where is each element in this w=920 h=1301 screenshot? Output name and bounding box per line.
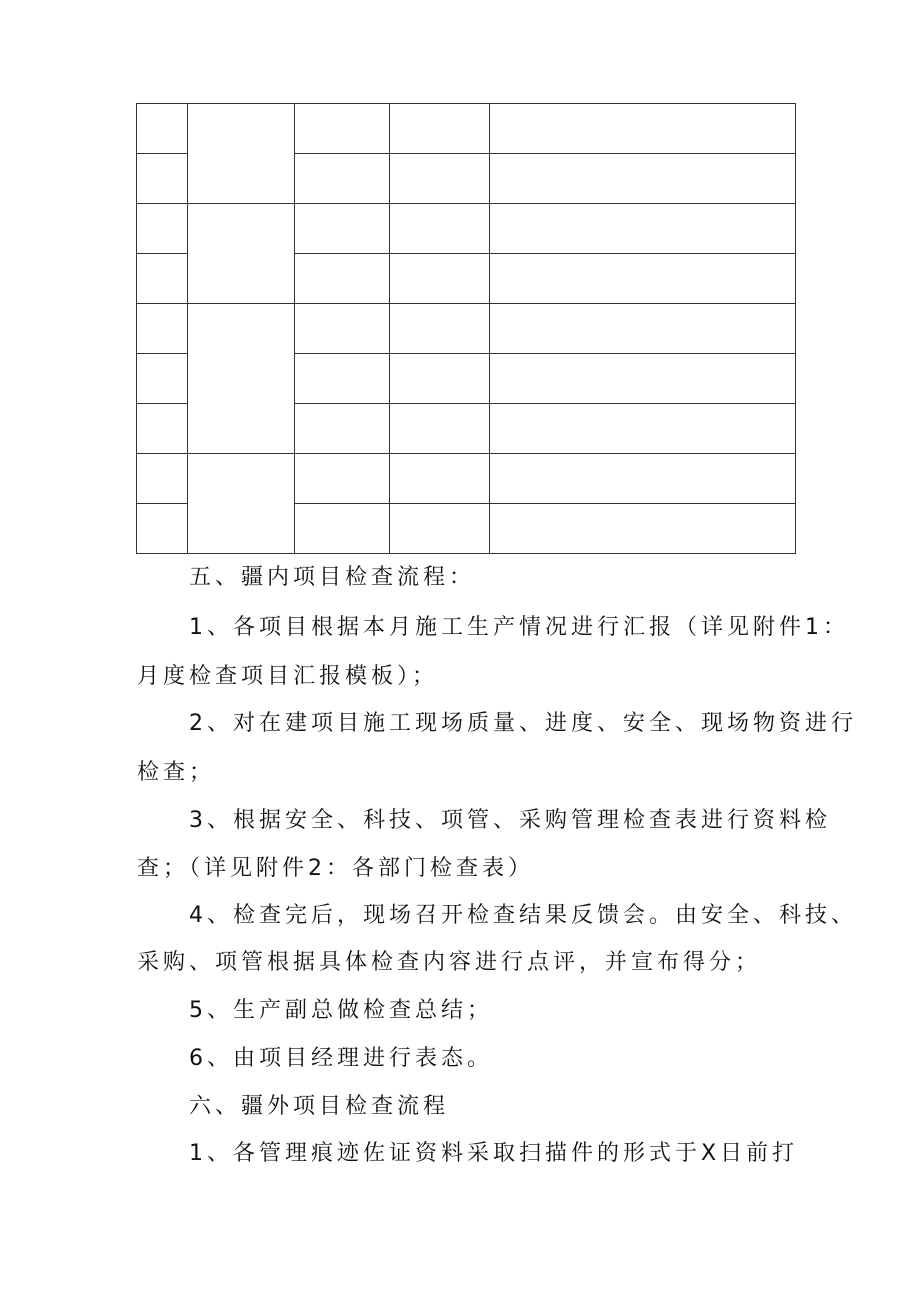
table-cell-merged bbox=[188, 454, 295, 554]
table-cell bbox=[137, 454, 188, 504]
table-cell bbox=[490, 254, 796, 304]
table-cell bbox=[137, 354, 188, 404]
table-cell bbox=[137, 504, 188, 554]
table-cell bbox=[490, 204, 796, 254]
section-5-item-3-line-2: 查；（详见附件2：各部门检查表） bbox=[137, 856, 534, 881]
section-6-heading: 六、疆外项目检查流程 bbox=[189, 1094, 450, 1119]
table-cell bbox=[390, 204, 490, 254]
table-cell bbox=[390, 354, 490, 404]
table-cell bbox=[490, 154, 796, 204]
table-row bbox=[137, 454, 796, 504]
table-cell bbox=[137, 254, 188, 304]
table-cell bbox=[295, 204, 390, 254]
table-row bbox=[137, 304, 796, 354]
table-cell bbox=[295, 154, 390, 204]
section-5-item-5: 5、生产副总做检查总结； bbox=[189, 998, 493, 1023]
table-cell bbox=[295, 404, 390, 454]
table-cell bbox=[137, 404, 188, 454]
table-cell bbox=[137, 104, 188, 154]
table-cell-merged bbox=[188, 104, 295, 204]
section-5-item-3-line-1: 3、根据安全、科技、项管、采购管理检查表进行资料检 bbox=[189, 808, 831, 833]
section-5-item-1-line-1: 1、各项目根据本月施工生产情况进行汇报（详见附件1： bbox=[189, 615, 849, 640]
table-cell-merged bbox=[188, 204, 295, 304]
table-row bbox=[137, 104, 796, 154]
table-cell bbox=[390, 104, 490, 154]
table-cell bbox=[390, 304, 490, 354]
table-row bbox=[137, 204, 796, 254]
table-cell bbox=[295, 454, 390, 504]
table-cell bbox=[295, 504, 390, 554]
table-cell-merged bbox=[188, 304, 295, 454]
table-cell bbox=[295, 104, 390, 154]
table-cell bbox=[295, 354, 390, 404]
table-cell bbox=[390, 504, 490, 554]
table-cell bbox=[390, 454, 490, 504]
table-cell bbox=[390, 154, 490, 204]
table-cell bbox=[390, 404, 490, 454]
table-cell bbox=[137, 204, 188, 254]
table-cell bbox=[490, 304, 796, 354]
table-cell bbox=[490, 454, 796, 504]
table-cell bbox=[490, 354, 796, 404]
section-5-heading: 五、疆内项目检查流程： bbox=[189, 565, 476, 590]
section-5-item-4-line-2: 采购、项管根据具体检查内容进行点评，并宣布得分； bbox=[137, 950, 762, 975]
section-5-item-2-line-1: 2、对在建项目施工现场质量、进度、安全、现场物资进行 bbox=[189, 711, 857, 736]
table-cell bbox=[390, 254, 490, 304]
section-5-item-4-line-1: 4、检查完后，现场召开检查结果反馈会。由安全、科技、 bbox=[189, 903, 857, 928]
section-5-item-1-line-2: 月度检查项目汇报模板）； bbox=[137, 664, 439, 689]
table-cell bbox=[295, 304, 390, 354]
section-5-item-2-line-2: 检查； bbox=[137, 760, 216, 785]
table-cell bbox=[137, 304, 188, 354]
section-6-item-1-line-1: 1、各管理痕迹佐证资料采取扫描件的形式于X日前打 bbox=[189, 1141, 799, 1166]
section-5-item-6: 6、由项目经理进行表态。 bbox=[189, 1046, 493, 1071]
table-cell bbox=[490, 104, 796, 154]
inspection-table bbox=[136, 103, 796, 554]
table-cell bbox=[490, 404, 796, 454]
table-cell bbox=[137, 154, 188, 204]
table-cell bbox=[295, 254, 390, 304]
table-cell bbox=[490, 504, 796, 554]
